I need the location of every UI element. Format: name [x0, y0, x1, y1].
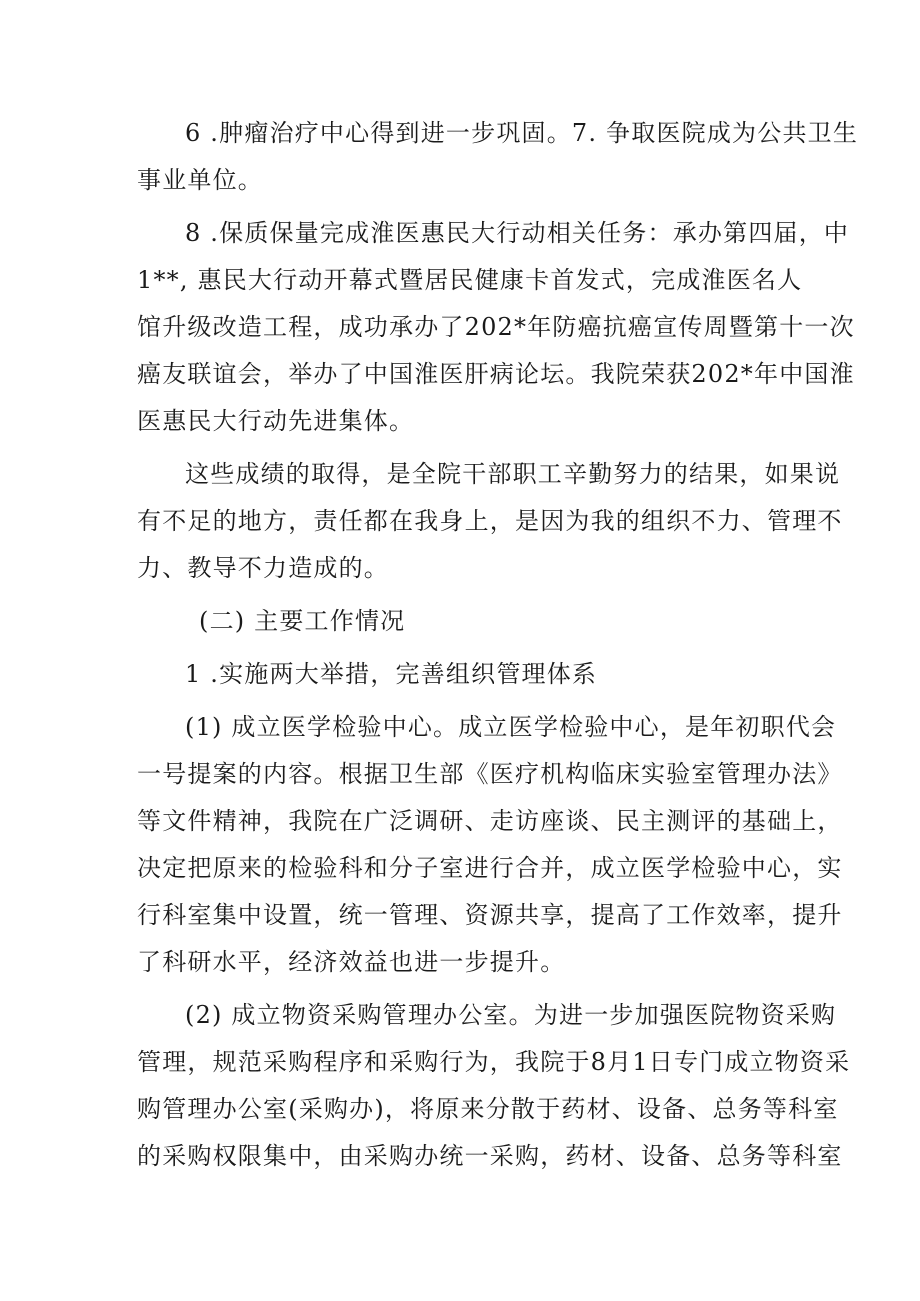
text-line: 事业单位。 — [137, 166, 263, 194]
text-line: (2) 成立物资采购管理办公室。为进一步加强医院物资采购 — [185, 1001, 837, 1029]
text-line: (1) 成立医学检验中心。成立医学检验中心，是年初职代会 — [185, 713, 837, 741]
section-heading-main-work — [137, 598, 797, 645]
text-line: 1 .实施两大举措，完善组织管理体系 — [185, 660, 598, 688]
text-line: 1**, 惠民大行动开幕式暨居民健康卡首发式，完成淮医名人 — [137, 266, 803, 294]
text-line: 医惠民大行动先进集体。 — [137, 407, 415, 435]
text-line: 等文件精神，我院在广泛调研、走访座谈、民主测评的基础上， — [137, 807, 843, 835]
text-line: 管理，规范采购程序和采购行为，我院于8月1日专门成立物资采 — [137, 1048, 851, 1076]
paragraph-item-8 — [137, 210, 855, 445]
subheading-two-measures — [137, 651, 797, 698]
text-line: 的采购权限集中，由采购办统一采购，药材、设备、总务等科室 — [137, 1142, 843, 1170]
text-line: 6 .肿瘤治疗中心得到进一步巩固。7. 争取医院成为公共卫生 — [185, 119, 859, 147]
text-line: 8 .保质保量完成淮医惠民大行动相关任务：承办第四届，中 — [185, 219, 850, 247]
text-line: 这些成绩的取得，是全院干部职工辛勤努力的结果，如果说 — [185, 460, 841, 488]
paragraph-item-6-7 — [137, 110, 859, 204]
document-body — [137, 110, 859, 1180]
text-line: 购管理办公室(采购办)，将原来分散于药材、设备、总务等科室 — [137, 1095, 839, 1123]
paragraph-lab-center — [137, 704, 843, 986]
text-line: 了科研水平，经济效益也进一步提升。 — [137, 948, 566, 976]
text-line: 行科室集中设置，统一管理、资源共享，提高了工作效率，提升 — [137, 901, 843, 929]
paragraph-achievements — [137, 451, 843, 592]
text-line: 决定把原来的检验科和分子室进行合并，成立医学检验中心，实 — [137, 854, 843, 882]
text-line: 馆升级改造工程，成功承办了202*年防癌抗癌宣传周暨第十一次 — [137, 313, 855, 341]
text-line: 力、教导不力造成的。 — [137, 554, 389, 582]
text-line: 有不足的地方，责任都在我身上，是因为我的组织不力、管理不 — [137, 507, 843, 535]
paragraph-procurement-office — [137, 992, 851, 1180]
text-line: 一号提案的内容。根据卫生部《医疗机构临床实验室管理办法》 — [137, 760, 843, 788]
text-line: 癌友联谊会，举办了中国淮医肝病论坛。我院荣获202*年中国淮 — [137, 360, 855, 388]
text-line: (二) 主要工作情况 — [199, 607, 406, 635]
